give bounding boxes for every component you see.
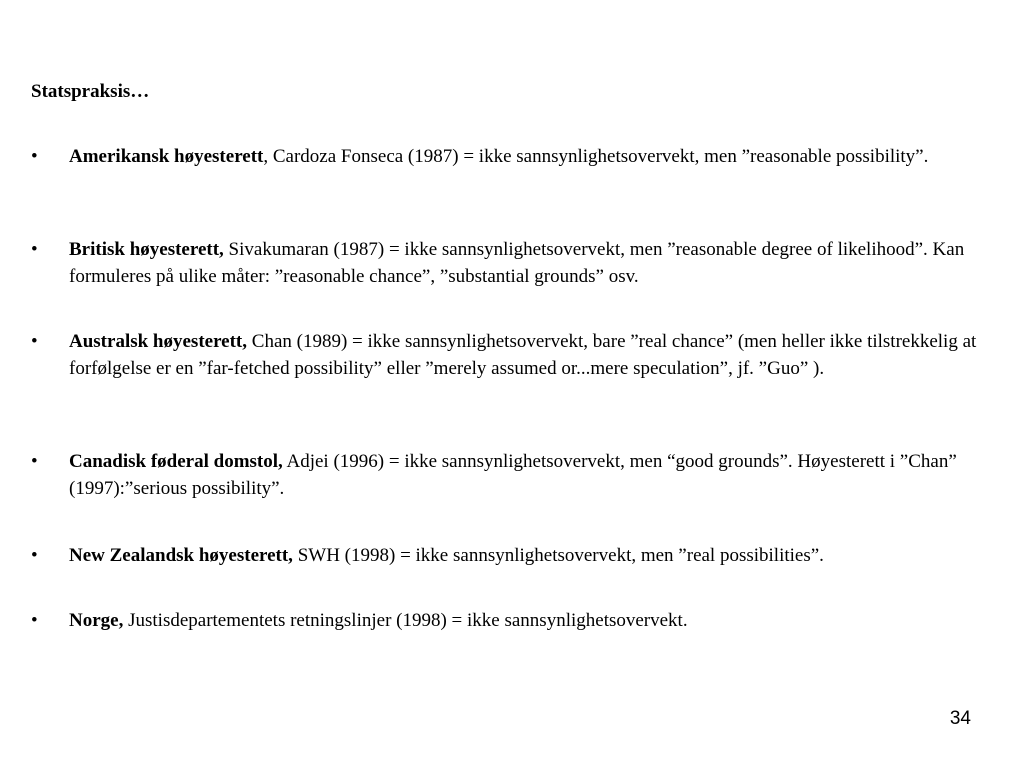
bullet-text <box>69 328 1006 382</box>
court-name: Norge, <box>69 610 124 631</box>
court-ruling: Justisdepartementets retningslinjer (1998) = ikke sannsynlighetsovervekt. <box>123 610 688 631</box>
court-ruling: Sivakumaran (1987) = ikke sannsynlighetsovervekt, men ”reasonable degree of likelihood”. Kan formuleres på ulike måter: ”reasonable chance”, ”substantial grounds” osv. <box>69 239 965 287</box>
court-name: New Zealandsk høyesterett, <box>69 545 293 566</box>
bullet-icon: • <box>31 146 38 167</box>
court-ruling: Adjei (1996) = ikke sannsynlighetsovervekt, men “good grounds”. Høyesterett i ”Chan” (1997):”serious possibility”. <box>69 451 957 499</box>
page-number: 34 <box>949 708 971 729</box>
court-name: Amerikansk høyesterett <box>69 146 264 167</box>
court-ruling: Chan (1989) = ikke sannsynlighetsovervekt, bare ”real chance” (men heller ikke tilstrekkelig at forfølgelse er en ”far-fetched possibility” eller ”merely assumed or...mere speculation”, jf. ”Guo” ). <box>69 331 977 379</box>
bullet-text <box>69 448 1006 502</box>
bullet-text <box>69 143 1006 170</box>
bullet-icon: • <box>31 451 38 472</box>
court-name: Canadisk føderal domstol, <box>69 451 283 472</box>
bullet-text <box>69 542 1006 569</box>
court-ruling: , Cardoza Fonseca (1987) = ikke sannsynlighetsovervekt, men ”reasonable possibility”. <box>263 146 929 167</box>
bullet-icon: • <box>31 545 38 566</box>
court-ruling: SWH (1998) = ikke sannsynlighetsovervekt, men ”real possibilities”. <box>292 545 824 566</box>
court-name: Australsk høyesterett, <box>69 331 248 352</box>
bullet-icon: • <box>31 239 38 260</box>
bullet-icon: • <box>31 610 38 631</box>
bullet-icon: • <box>31 331 38 352</box>
court-name: Britisk høyesterett, <box>69 239 224 260</box>
slide-heading: Statspraksis… <box>31 81 150 102</box>
bullet-text <box>69 607 1006 634</box>
bullet-text <box>69 236 1006 290</box>
